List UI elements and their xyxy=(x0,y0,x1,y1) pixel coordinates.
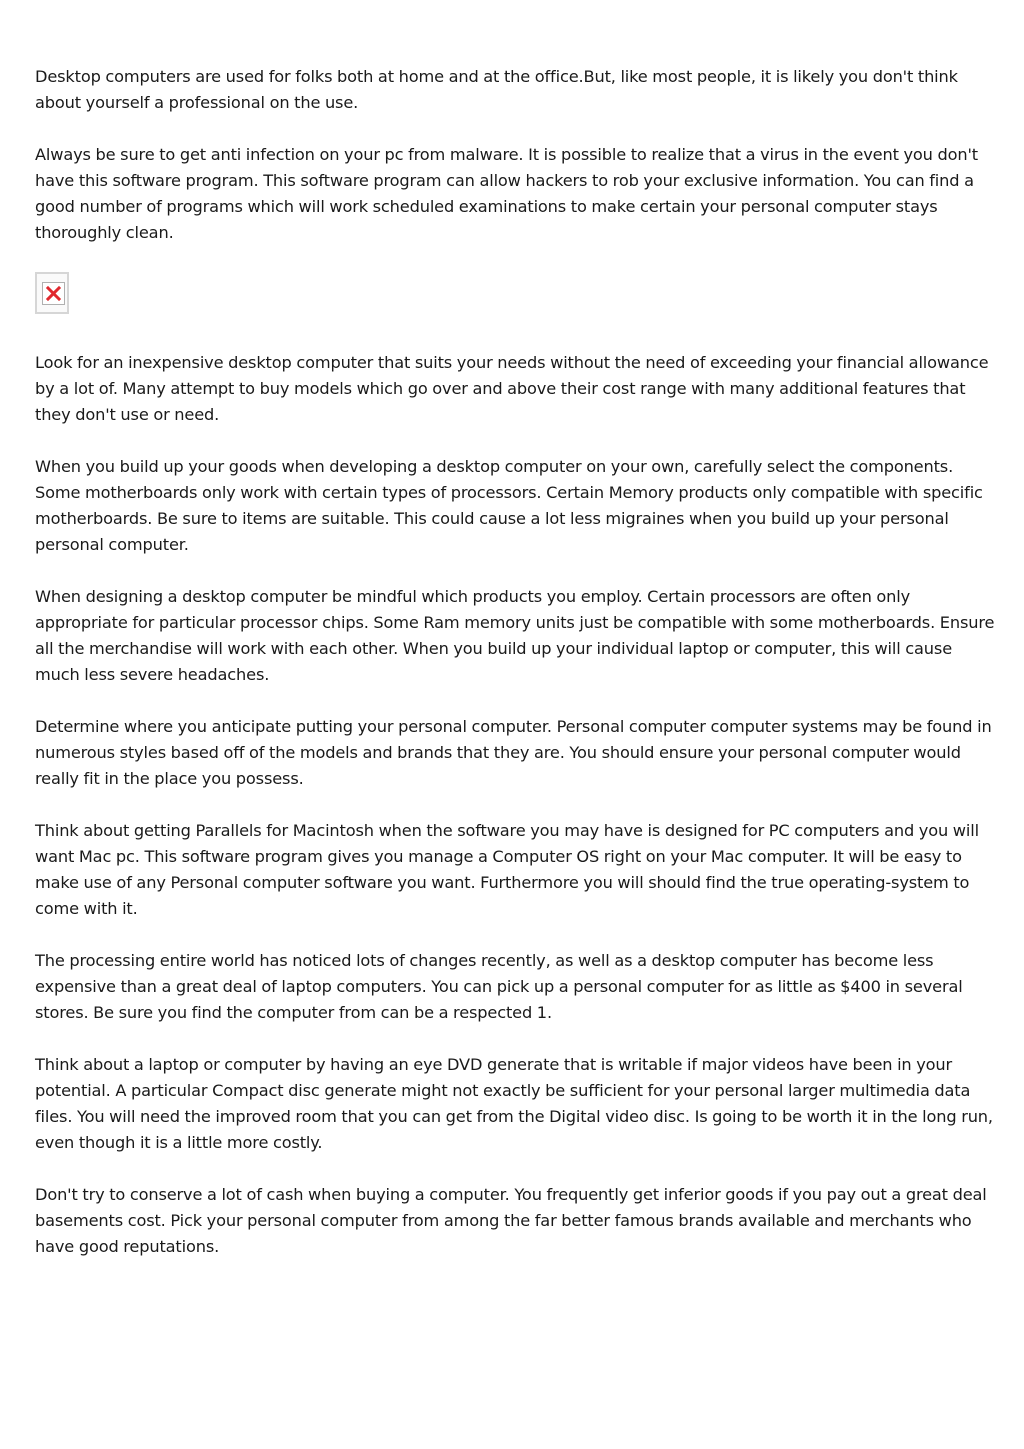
red-x-icon xyxy=(46,286,61,301)
paragraph-intro: Desktop computers are used for folks both at home and at the office.But, like most people, it is likely you don't think about yourself a professional on the use. xyxy=(35,67,958,112)
article-body xyxy=(35,64,995,1286)
paragraph-conserve-cash: Don't try to conserve a lot of cash when buying a computer. You frequently get inferior goods if you pay out a great deal basements cost. Pick your personal computer from among the far better famous brands available and merchants who have good reputations. xyxy=(35,1185,987,1256)
paragraph-antivirus: Always be sure to get anti infection on your pc from malware. It is possible to realize that a virus in the event you don't have this software program. This software program can allow hackers to rob your exclusive information. You can find a good number of programs which will work scheduled examinations to make certain your personal computer stays thoroughly clean. xyxy=(35,145,978,242)
paragraph-dvd: Think about a laptop or computer by having an eye DVD generate that is writable if major videos have been in your potential. A particular Compact disc generate might not exactly be sufficient for your personal larger multimedia data files. You will need the improved room that you can get from the Digital video disc. Is going to be worth it in the long run, even though it is a little more costly. xyxy=(35,1055,993,1152)
paragraph-inexpensive: Look for an inexpensive desktop computer that suits your needs without the need of exceeding your financial allowance by a lot of. Many attempt to buy models which go over and above their cost range with many additional features that they don't use or need. xyxy=(35,353,989,424)
paragraph-components: When you build up your goods when developing a desktop computer on your own, carefully select the components. Some motherboards only work with certain types of processors. Certain Memory products only compatible with specific motherboards. Be sure to items are suitable. This could cause a lot less migraines when you build up your personal personal computer. xyxy=(35,457,983,554)
paragraph-designing: When designing a desktop computer be mindful which products you employ. Certain processors are often only appropriate for particular processor chips. Some Ram memory units just be compatible with some motherboards. Ensure all the merchandise will work with each other. When you build up your individual laptop or computer, this will cause much less severe headaches. xyxy=(35,587,995,684)
paragraph-parallels: Think about getting Parallels for Macintosh when the software you may have is designed for PC computers and you will want Mac pc. This software program gives you manage a Computer OS right on your Mac computer. It will be easy to make use of any Personal computer software you want. Furthermore you will should find the true operating-system to come with it. xyxy=(35,821,979,918)
broken-image-frame xyxy=(42,282,65,305)
broken-image-icon xyxy=(35,272,69,314)
paragraph-placement: Determine where you anticipate putting your personal computer. Personal computer computer systems may be found in numerous styles based off of the models and brands that they are. You should ensure your personal computer would really fit in the place you possess. xyxy=(35,717,992,788)
paragraph-processing-world: The processing entire world has noticed lots of changes recently, as well as a desktop computer has become less expensive than a great deal of laptop computers. You can pick up a personal computer for as little as $400 in several stores. Be sure you find the computer from can be a respected 1. xyxy=(35,951,963,1022)
